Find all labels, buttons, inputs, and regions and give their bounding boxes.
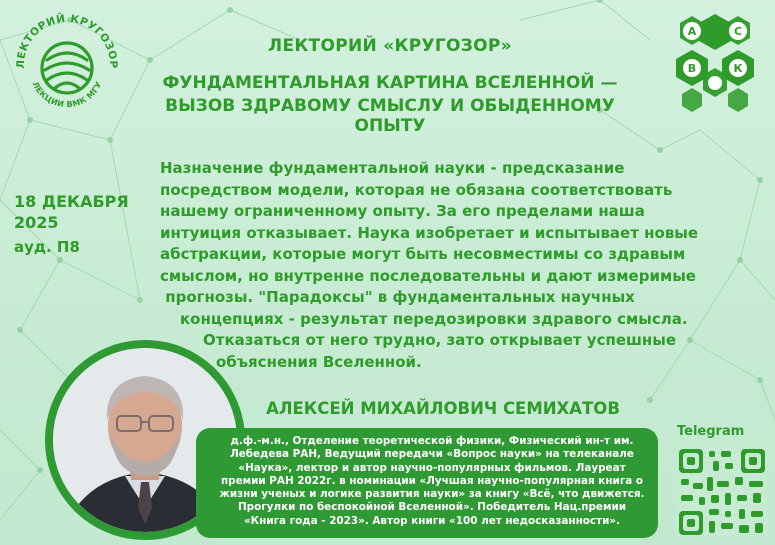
qr-code-icon[interactable] bbox=[677, 447, 767, 537]
event-date bbox=[14, 191, 129, 233]
lecture-abstract bbox=[160, 158, 760, 373]
logo-letter-k: К bbox=[733, 62, 743, 75]
bio-line: премии РАН 2022г. в номинации «Лучшая научно-популярная книга о bbox=[220, 474, 644, 487]
asvk-logo bbox=[662, 8, 768, 114]
abstract-line: интуиция отказывает. Наука изобретает и испытывает новые bbox=[160, 223, 699, 242]
speaker-name: АЛЕКСЕЙ МИХАЙЛОВИЧ СЕМИХАТОВ bbox=[266, 399, 620, 418]
abstract-line: нашему ограниченному опыту. За его пределами наша bbox=[160, 202, 645, 220]
bio-line: Лебедева РАН, Ведущий передачи «Вопрос науки» на телеканале bbox=[230, 448, 634, 461]
logo-letter-a: А bbox=[687, 25, 697, 38]
logo-letter-v: В bbox=[687, 62, 697, 75]
bio-line: «Наука», лектор и автор научно-популярных фильмов. Лауреат bbox=[238, 461, 626, 474]
logo-bottom-text: ЛЕКЦИИ ВМК МГУ bbox=[30, 80, 104, 110]
telegram-label: Telegram bbox=[677, 424, 745, 439]
speaker-bio bbox=[196, 428, 658, 538]
svg-text:ЛЕКТОРИЙ КРУГОЗОР bbox=[15, 12, 119, 69]
abstract-line: Отказаться от него трудно, зато открывает успешные bbox=[203, 331, 677, 349]
abstract-line: концепциях - результат передозировки здравого смысла. bbox=[180, 309, 688, 328]
abstract-line: абстракции, которые могут быть несовместимы со здравым bbox=[160, 245, 686, 263]
series-title: ЛЕКТОРИЙ «КРУГОЗОР» bbox=[268, 36, 512, 56]
lectorium-krugozor-logo bbox=[8, 6, 126, 124]
abstract-line: посредством модели, которая не обязана соответствовать bbox=[160, 180, 673, 199]
abstract-line: смыслом, но внутренне последовательны и дают измеримые bbox=[160, 266, 696, 285]
lecture-title-line-1: ФУНДАМЕНТАЛЬНАЯ КАРТИНА ВСЕЛЕННОЙ — bbox=[162, 73, 618, 93]
bio-line: д.ф.-м.н., Отделение теоретической физики, Физический ин-т им. bbox=[230, 435, 634, 447]
event-room: ауд. П8 bbox=[14, 238, 80, 256]
bio-line: «Книга года - 2023». Автор книги «100 лет недосказанности». bbox=[243, 514, 621, 527]
abstract-line: прогнозы. "Парадоксы" в фундаментальных научных bbox=[160, 288, 635, 306]
abstract-line: Назначение фундаментальной науки - предсказание bbox=[160, 159, 625, 177]
bio-line: жизни ученых и логике развития науки» за книгу «Всё, что движется. bbox=[219, 488, 645, 501]
bio-line: Прогулки по беспокойной Вселенной». Победитель Нац.премии bbox=[237, 501, 627, 514]
logo-top-text: ЛЕКТОРИЙ КРУГОЗОР bbox=[14, 12, 120, 69]
abstract-line: объяснения Вселенной. bbox=[216, 352, 422, 371]
event-date-day: 18 ДЕКАБРЯ bbox=[14, 192, 129, 211]
lecture-title-line-2: ВЫЗОВ ЗДРАВОМУ СМЫСЛУ И ОБЫДЕННОМУ ОПЫТУ bbox=[165, 96, 615, 136]
logo-letter-s: С bbox=[733, 25, 743, 38]
event-date-year: 2025 bbox=[14, 213, 59, 232]
